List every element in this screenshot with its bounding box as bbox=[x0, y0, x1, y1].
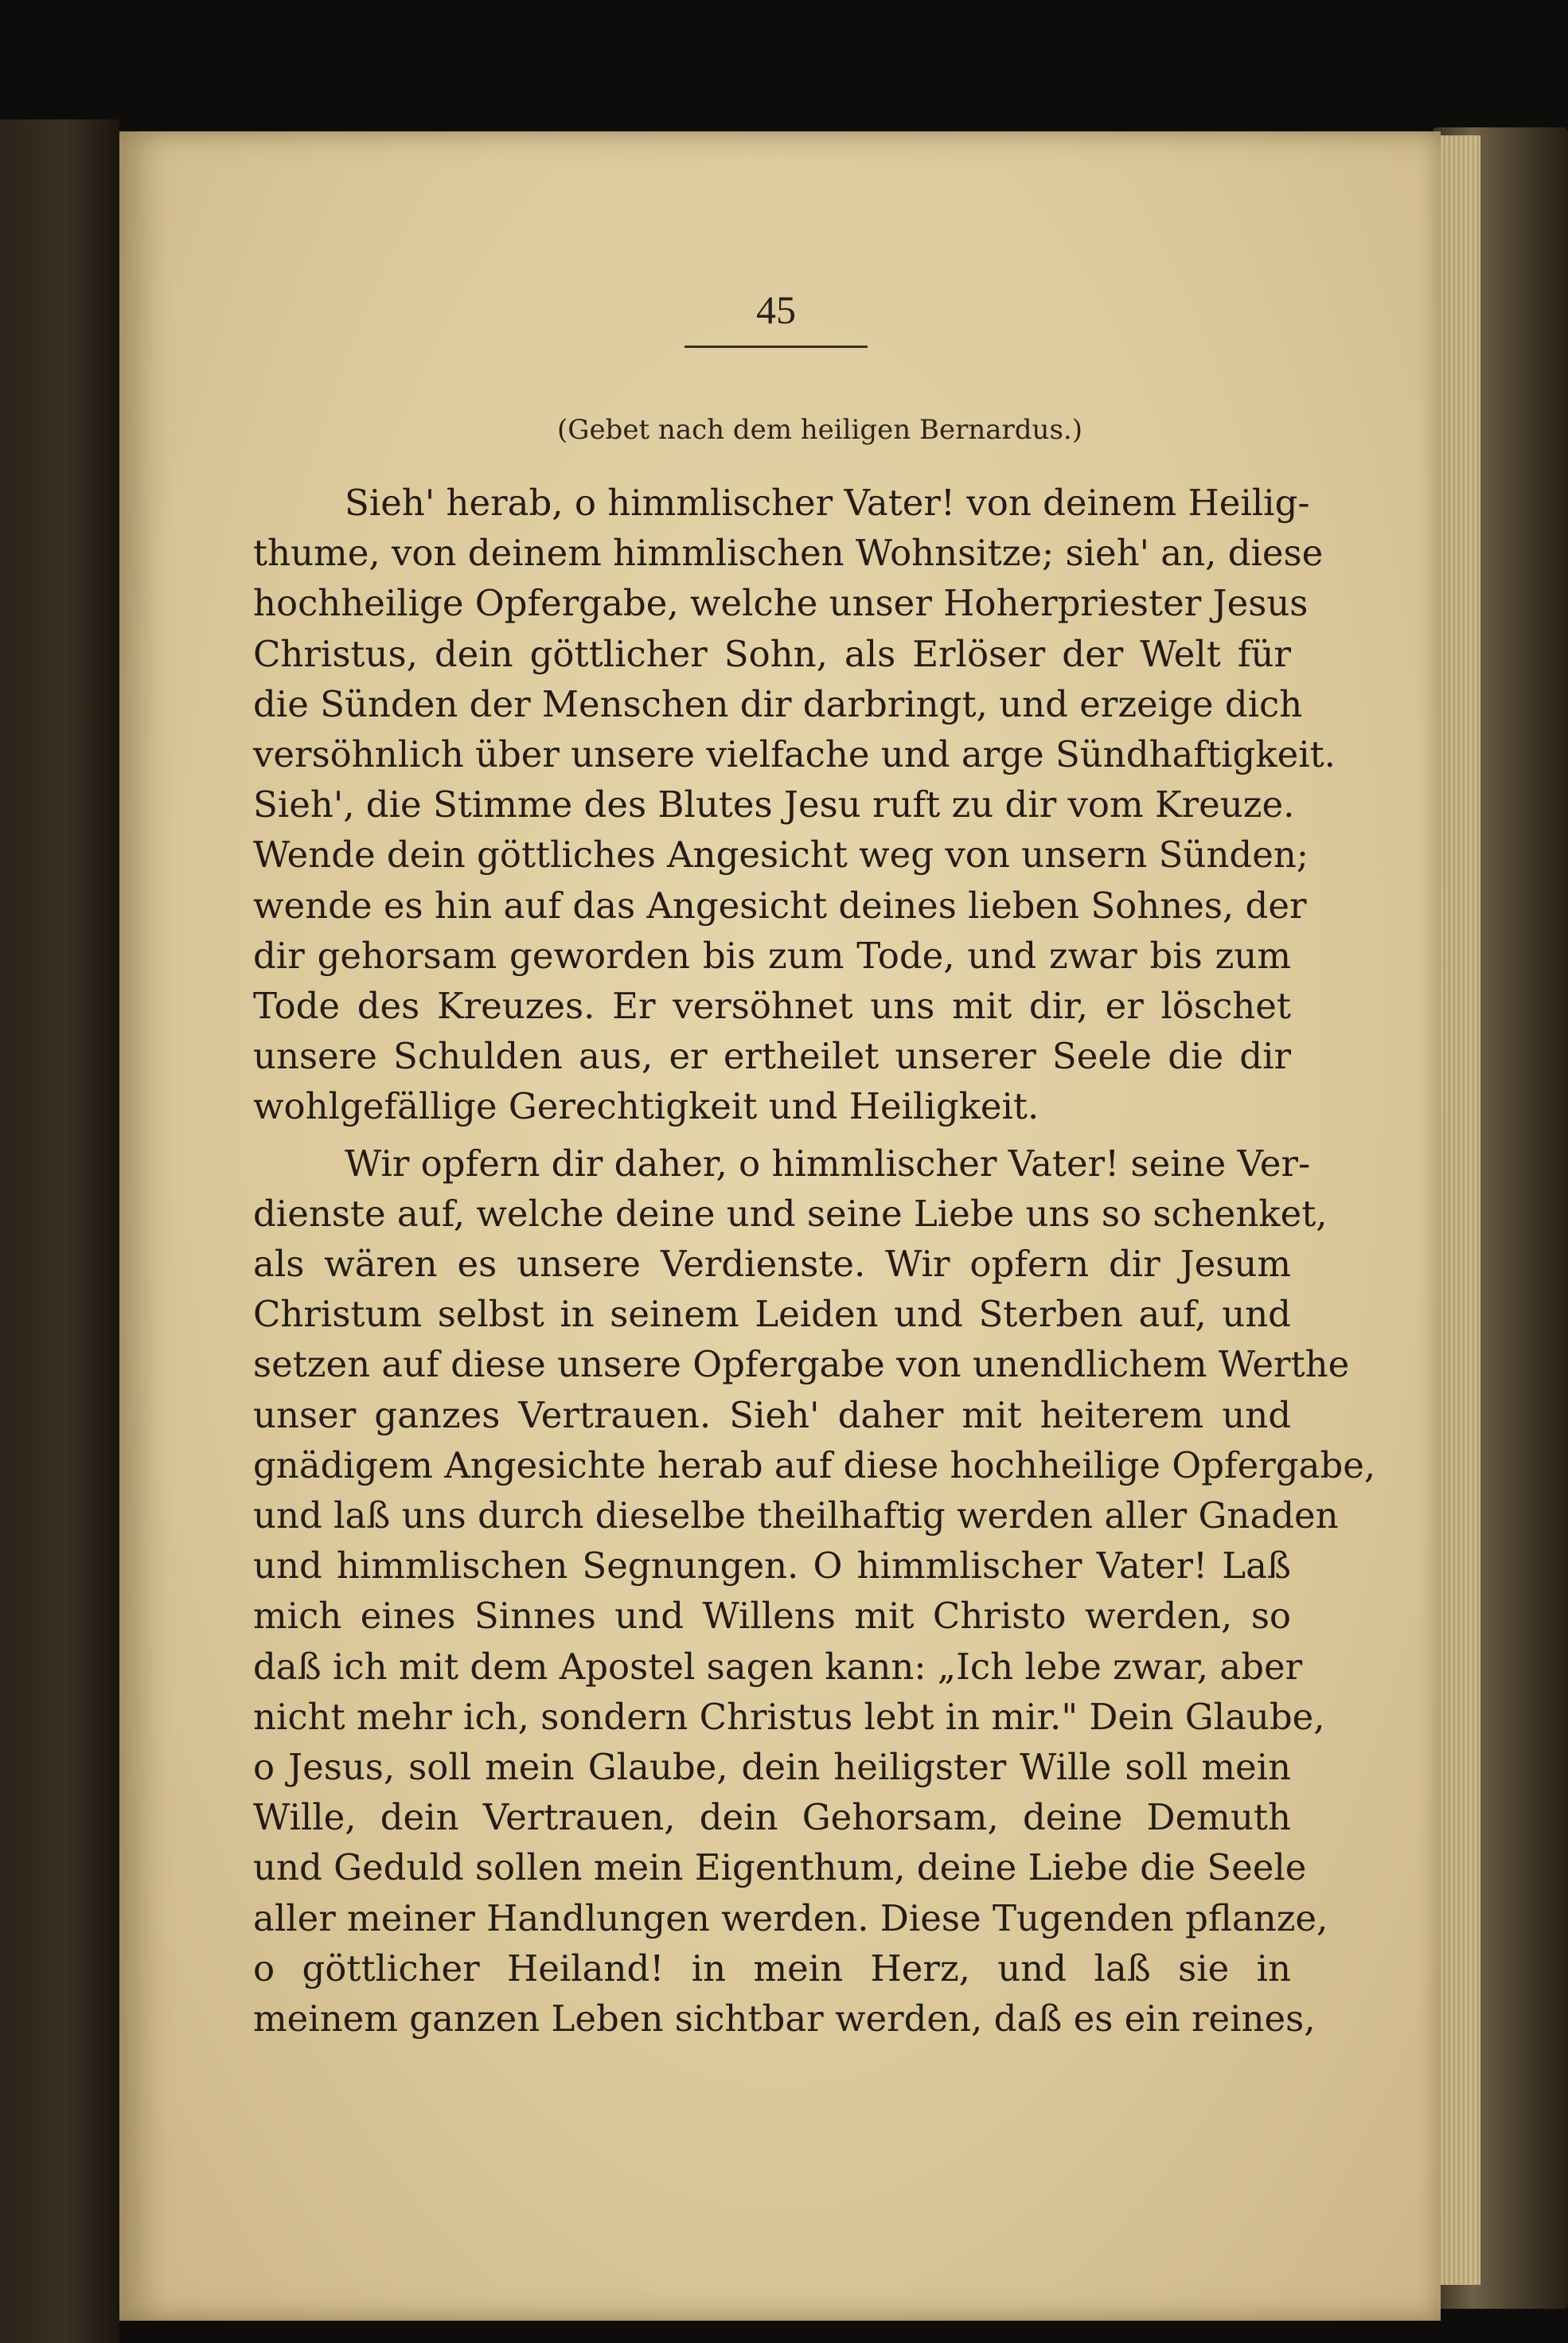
text-line: dienste auf, welche deine und seine Liebe uns so schenket, bbox=[253, 1192, 1328, 1235]
text-line: o göttlicher Heiland! in mein Herz, und laß sie in bbox=[253, 1947, 1291, 1990]
text-line: versöhnlich über unsere vielfache und arge Sündhaftigkeit. bbox=[253, 733, 1336, 776]
body-text bbox=[253, 478, 1376, 2044]
page-number: 45 bbox=[685, 287, 868, 348]
text-line: und himmlischen Segnungen. O himmlischer Vater! Laß bbox=[253, 1544, 1291, 1587]
text-line: meinem ganzen Leben sichtbar werden, daß es ein reines, bbox=[253, 1997, 1316, 2040]
text-line: die Sünden der Menschen dir darbringt, und erzeige dich bbox=[253, 682, 1303, 725]
text-line: und Geduld sollen mein Eigenthum, deine Liebe die Seele bbox=[253, 1846, 1307, 1889]
text-line: aller meiner Handlungen werden. Diese Tugenden pflanze, bbox=[253, 1896, 1328, 1939]
book-cover-left bbox=[0, 119, 119, 2343]
text-line: setzen auf diese unsere Opfergabe von unendlichem Werthe bbox=[253, 1343, 1350, 1386]
text-line: Wille, dein Vertrauen, dein Gehorsam, deine Demuth bbox=[253, 1796, 1291, 1839]
text-line: o Jesus, soll mein Glaube, dein heiligster Wille soll mein bbox=[253, 1746, 1291, 1789]
text-line: Wir opfern dir daher, o himmlischer Vater! seine Ver- bbox=[345, 1142, 1311, 1185]
text-line: hochheilige Opfergabe, welche unser Hoherpriester Jesus bbox=[253, 582, 1309, 625]
text-line: dir gehorsam geworden bis zum Tode, und zwar bis zum bbox=[253, 934, 1291, 977]
text-line: unsere Schulden aus, er ertheilet unserer Seele die dir bbox=[253, 1035, 1291, 1078]
paragraph-gap bbox=[253, 1132, 1291, 1138]
text-line: und laß uns durch dieselbe theilhaftig werden aller Gnaden bbox=[253, 1494, 1339, 1537]
text-line: Tode des Kreuzes. Er versöhnet uns mit dir, er löschet bbox=[253, 985, 1291, 1028]
text-line: wohlgefällige Gerechtigkeit und Heiligkeit. bbox=[253, 1085, 1039, 1128]
text-line: gnädigem Angesichte herab auf diese hochheilige Opfergabe, bbox=[253, 1443, 1376, 1486]
text-line: Wende dein göttliches Angesicht weg von unsern Sünden; bbox=[253, 834, 1309, 877]
text-line: wende es hin auf das Angesicht deines lieben Sohnes, der bbox=[253, 884, 1307, 927]
text-line: thume, von deinem himmlischen Wohnsitze; sieh' an, diese bbox=[253, 532, 1324, 575]
text-line: Sieh', die Stimme des Blutes Jesu ruft zu dir vom Kreuze. bbox=[253, 783, 1295, 826]
text-line: nicht mehr ich, sondern Christus lebt in mir." Dein Glaube, bbox=[253, 1695, 1325, 1738]
text-line: Christus, dein göttlicher Sohn, als Erlöser der Welt für bbox=[253, 632, 1291, 675]
text-line: daß ich mit dem Apostel sagen kann: „Ich lebe zwar, aber bbox=[253, 1645, 1303, 1688]
prayer-subtitle: (Gebet nach dem heiligen Bernardus.) bbox=[557, 414, 1082, 446]
text-line: Christum selbst in seinem Leiden und Sterben auf, und bbox=[253, 1293, 1291, 1336]
text-line: Sieh' herab, o himmlischer Vater! von deinem Heilig- bbox=[345, 482, 1310, 524]
text-line: als wären es unsere Verdienste. Wir opfern dir Jesum bbox=[253, 1243, 1291, 1286]
text-line: unser ganzes Vertrauen. Sieh' daher mit heiterem und bbox=[253, 1393, 1291, 1436]
text-line: mich eines Sinnes und Willens mit Christo werden, so bbox=[253, 1595, 1291, 1638]
